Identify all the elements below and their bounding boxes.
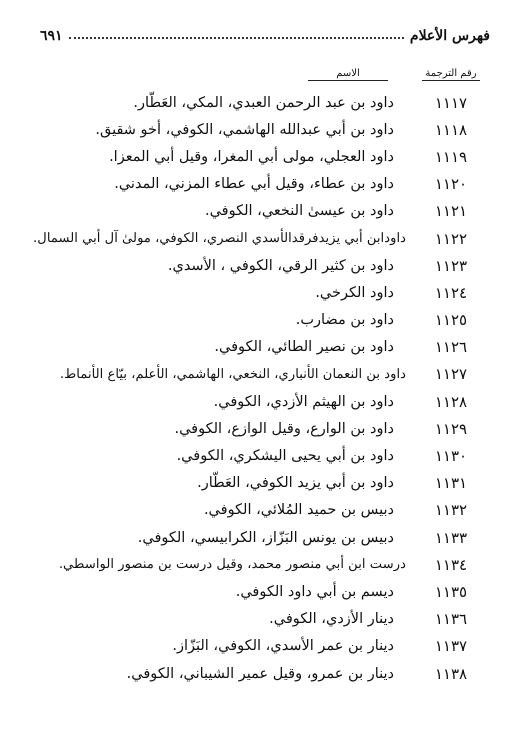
entry-number: ١١٣٤ <box>434 555 468 574</box>
list-item <box>20 606 480 633</box>
header-dot-leader <box>69 36 404 39</box>
entry-name: داود العجلي، مولى أبي المغرا، وقيل أبي المعزا. <box>109 148 394 165</box>
list-item <box>20 442 480 469</box>
entry-name: داود بن عطاء، وقيل أبي عطاء المزني، المدني. <box>114 176 394 193</box>
entry-number: ١١٣٥ <box>434 582 468 601</box>
entry-number: ١١٢٠ <box>434 175 468 194</box>
entry-number: ١١٢٦ <box>434 338 468 357</box>
entry-name: داود بن الوارع، وقيل الوازع، الكوفي. <box>174 420 394 437</box>
entry-name: دينار بن عمرو، وقيل عمير الشيباني، الكوفي. <box>126 665 394 682</box>
entry-name: ديسم بن أبي داود الكوفي. <box>235 583 394 600</box>
entry-name: دبيس بن يونس البَزّاز، الكرابيسي، الكوفي. <box>137 529 394 546</box>
entry-name: داود بن نصير الطائي، الكوفي. <box>214 339 394 356</box>
entry-number: ١١٣٣ <box>434 528 468 547</box>
entry-name: داود بن الهيثم الأزدي، الكوفي. <box>213 393 394 410</box>
entry-name: داودابن أبي يزيدفرقدالأسدي النصري، الكوفي، مولىٰ آل أبي السمال. <box>33 231 406 247</box>
list-item <box>20 252 480 279</box>
list-item <box>20 633 480 660</box>
entry-name: داود بن مضارب. <box>295 312 394 329</box>
entry-number: ١١٣١ <box>434 474 468 493</box>
entry-number: ١١٢٥ <box>434 311 468 330</box>
list-item <box>20 388 480 415</box>
list-item <box>20 361 480 388</box>
entry-name: داود بن عيسىٰ النخعي، الكوفي. <box>204 203 394 220</box>
column-header-number: رقم الترجمة <box>422 68 480 81</box>
header-title: فهرس الأعلام <box>409 28 490 44</box>
list-item <box>20 551 480 578</box>
entry-name: داود بن أبي يزيد الكوفي، العَطّار. <box>197 475 394 492</box>
list-item <box>20 116 480 143</box>
entry-number: ١١٣٠ <box>434 447 468 466</box>
entry-name: دينار بن عمر الأسدي، الكوفي، البَزّاز. <box>172 638 394 655</box>
entries-list <box>20 89 480 687</box>
entry-number: ١١٢٧ <box>434 365 468 384</box>
column-header-name: الاسم <box>308 68 388 81</box>
entry-number: ١١٣٦ <box>434 610 468 629</box>
entry-number: ١١٢٩ <box>434 419 468 438</box>
list-item <box>20 660 480 687</box>
list-item <box>20 497 480 524</box>
running-header <box>40 22 490 44</box>
list-item <box>20 307 480 334</box>
entry-name: داود بن أبي يحيى اليشكري، الكوفي. <box>176 448 394 465</box>
entry-name: داود بن أبي عبدالله الهاشمي، الكوفي، أخو شقيق. <box>95 121 394 138</box>
entry-name: داود الكرخي. <box>315 284 394 301</box>
list-item <box>20 279 480 306</box>
list-item <box>20 415 480 442</box>
entry-number: ١١٢٣ <box>434 256 468 275</box>
entry-name: درست ابن أبي منصور محمد، وقيل درست بن منصور الواسطي. <box>58 557 406 573</box>
page-number: ٦٩١ <box>40 28 63 44</box>
column-headers <box>40 68 480 86</box>
entry-name: داود بن كثير الرقي، الكوفي ، الأسدي. <box>167 257 394 274</box>
entry-name: دبيس بن حميد المُلائي، الكوفي. <box>203 502 394 519</box>
list-item <box>20 89 480 116</box>
list-item <box>20 198 480 225</box>
entry-name: داود بن النعمان الأنباري، النخعي، الهاشمي، الأعلم، بيّاع الأنماط. <box>59 366 406 382</box>
list-item <box>20 334 480 361</box>
list-item <box>20 470 480 497</box>
list-item <box>20 524 480 551</box>
entry-number: ١١١٩ <box>434 147 468 166</box>
entry-number: ١١٢٨ <box>434 392 468 411</box>
entry-number: ١١٣٢ <box>434 501 468 520</box>
entry-number: ١١١٧ <box>434 93 468 112</box>
entry-number: ١١٢٤ <box>434 283 468 302</box>
entry-number: ١١٣٧ <box>434 637 468 656</box>
entry-number: ١١٢٢ <box>434 229 468 248</box>
list-item <box>20 225 480 252</box>
list-item <box>20 578 480 605</box>
entry-number: ١١٢١ <box>434 202 468 221</box>
list-item <box>20 143 480 170</box>
entry-number: ١١٣٨ <box>434 664 468 683</box>
entry-number: ١١١٨ <box>434 120 468 139</box>
list-item <box>20 171 480 198</box>
entry-name: دينار الأزدي، الكوفي. <box>269 611 394 628</box>
entry-name: داود بن عبد الرحمن العبدي، المكي، العَطّار. <box>133 94 394 111</box>
